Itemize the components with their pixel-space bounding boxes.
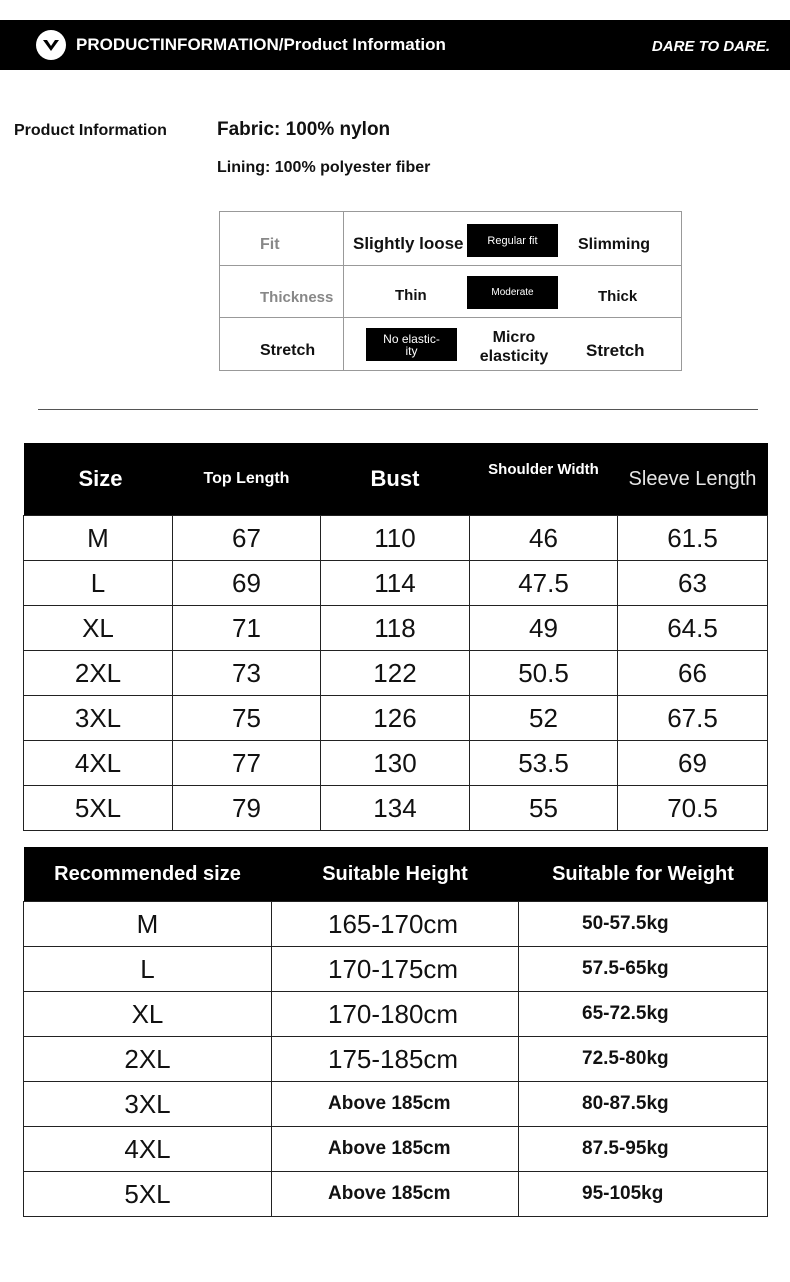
table-row — [24, 1172, 768, 1217]
table-row — [24, 651, 768, 696]
table-cell: 73 — [173, 651, 321, 696]
table-cell: 126 — [321, 696, 470, 741]
table-cell: 72.5-80kg — [519, 1037, 768, 1082]
thickness-option-thin: Thin — [395, 287, 427, 304]
table-cell: Above 185cm — [272, 1127, 519, 1172]
table-cell: 50-57.5kg — [519, 902, 768, 947]
table-cell: 61.5 — [618, 516, 768, 561]
table-row — [24, 516, 768, 561]
table-cell: 46 — [470, 516, 618, 561]
table-row — [24, 786, 768, 831]
table-row — [24, 696, 768, 741]
header-recommended-size: Recommended size — [24, 847, 272, 902]
fit-option-slightly-loose: Slightly loose — [353, 234, 464, 253]
table-cell: 5XL — [24, 1172, 272, 1217]
table-cell: 3XL — [24, 1082, 272, 1127]
table-cell: 79 — [173, 786, 321, 831]
table-cell: 52 — [470, 696, 618, 741]
table-row — [24, 1127, 768, 1172]
table-cell: 80-87.5kg — [519, 1082, 768, 1127]
table-cell: 75 — [173, 696, 321, 741]
attribute-label-fit: Fit — [260, 236, 280, 253]
table-cell: 130 — [321, 741, 470, 786]
table-cell: Above 185cm — [272, 1172, 519, 1217]
table-cell: 69 — [618, 741, 768, 786]
table-cell: 69 — [173, 561, 321, 606]
table-row — [24, 1037, 768, 1082]
table-cell: 3XL — [24, 696, 173, 741]
table-cell: 70.5 — [618, 786, 768, 831]
table-cell: 53.5 — [470, 741, 618, 786]
header-bust: Bust — [321, 443, 470, 516]
table-row — [24, 606, 768, 651]
stretch-option-micro-elasticity: Micro elasticity — [479, 329, 549, 365]
table-cell: 110 — [321, 516, 470, 561]
table-cell: 66 — [618, 651, 768, 696]
stretch-option-stretch: Stretch — [586, 341, 645, 360]
thickness-option-thick: Thick — [598, 288, 638, 305]
recommended-header-row — [24, 847, 768, 902]
fabric-text: Fabric: 100% nylon — [217, 119, 391, 140]
table-cell: L — [24, 561, 173, 606]
table-cell: 67.5 — [618, 696, 768, 741]
header-shoulder-width: Shoulder Width — [470, 443, 618, 516]
table-row — [24, 561, 768, 606]
table-cell: 2XL — [24, 1037, 272, 1082]
table-cell: 67 — [173, 516, 321, 561]
table-row — [24, 992, 768, 1037]
table-cell: 114 — [321, 561, 470, 606]
attribute-table — [219, 211, 682, 371]
table-cell: M — [24, 516, 173, 561]
header-sleeve-length: Sleeve Length — [618, 443, 768, 516]
product-info-label: Product Information — [14, 122, 167, 139]
attribute-label-stretch: Stretch — [260, 342, 316, 359]
table-cell: 170-175cm — [272, 947, 519, 992]
attribute-divider — [343, 212, 344, 370]
table-cell: 134 — [321, 786, 470, 831]
attribute-label-thickness: Thickness — [260, 289, 334, 306]
header-slogan: DARE TO DARE. — [651, 38, 770, 55]
table-cell: 65-72.5kg — [519, 992, 768, 1037]
table-row — [24, 902, 768, 947]
table-cell: 50.5 — [470, 651, 618, 696]
table-cell: 49 — [470, 606, 618, 651]
attribute-divider — [220, 317, 681, 318]
table-cell: 57.5-65kg — [519, 947, 768, 992]
thickness-option-moderate-selected: Moderate — [467, 276, 558, 309]
fit-option-slimming: Slimming — [578, 236, 651, 253]
header-top-length: Top Length — [173, 443, 321, 516]
header-suitable-height: Suitable Height — [272, 847, 519, 902]
table-cell: L — [24, 947, 272, 992]
table-cell: 118 — [321, 606, 470, 651]
table-cell: 175-185cm — [272, 1037, 519, 1082]
table-cell: XL — [24, 606, 173, 651]
table-cell: 170-180cm — [272, 992, 519, 1037]
attribute-divider — [220, 265, 681, 266]
table-cell: 5XL — [24, 786, 173, 831]
table-cell: 87.5-95kg — [519, 1127, 768, 1172]
table-cell: 2XL — [24, 651, 173, 696]
table-cell: 4XL — [24, 741, 173, 786]
size-chart-table — [23, 443, 768, 831]
lining-text: Lining: 100% polyester fiber — [217, 159, 431, 176]
table-cell: 71 — [173, 606, 321, 651]
table-cell: 47.5 — [470, 561, 618, 606]
table-cell: 63 — [618, 561, 768, 606]
table-cell: M — [24, 902, 272, 947]
header-size: Size — [24, 443, 173, 516]
header-suitable-weight: Suitable for Weight — [519, 847, 768, 902]
stretch-option-no-elasticity-selected: No elastic-ity — [366, 328, 457, 361]
table-cell: 165-170cm — [272, 902, 519, 947]
header-title: PRODUCTINFORMATION/Product Information — [76, 35, 446, 54]
table-cell: XL — [24, 992, 272, 1037]
table-cell: 95-105kg — [519, 1172, 768, 1217]
table-cell: 55 — [470, 786, 618, 831]
table-row — [24, 741, 768, 786]
table-cell: 122 — [321, 651, 470, 696]
table-cell: 64.5 — [618, 606, 768, 651]
table-row — [24, 1082, 768, 1127]
recommended-size-table — [23, 847, 768, 1217]
section-divider — [38, 409, 758, 410]
fit-option-regular-selected: Regular fit — [467, 224, 558, 257]
header-banner — [0, 20, 790, 70]
chevron-down-logo-icon — [36, 30, 66, 60]
table-cell: 4XL — [24, 1127, 272, 1172]
table-row — [24, 947, 768, 992]
table-cell: Above 185cm — [272, 1082, 519, 1127]
table-cell: 77 — [173, 741, 321, 786]
size-chart-header-row — [24, 443, 768, 516]
